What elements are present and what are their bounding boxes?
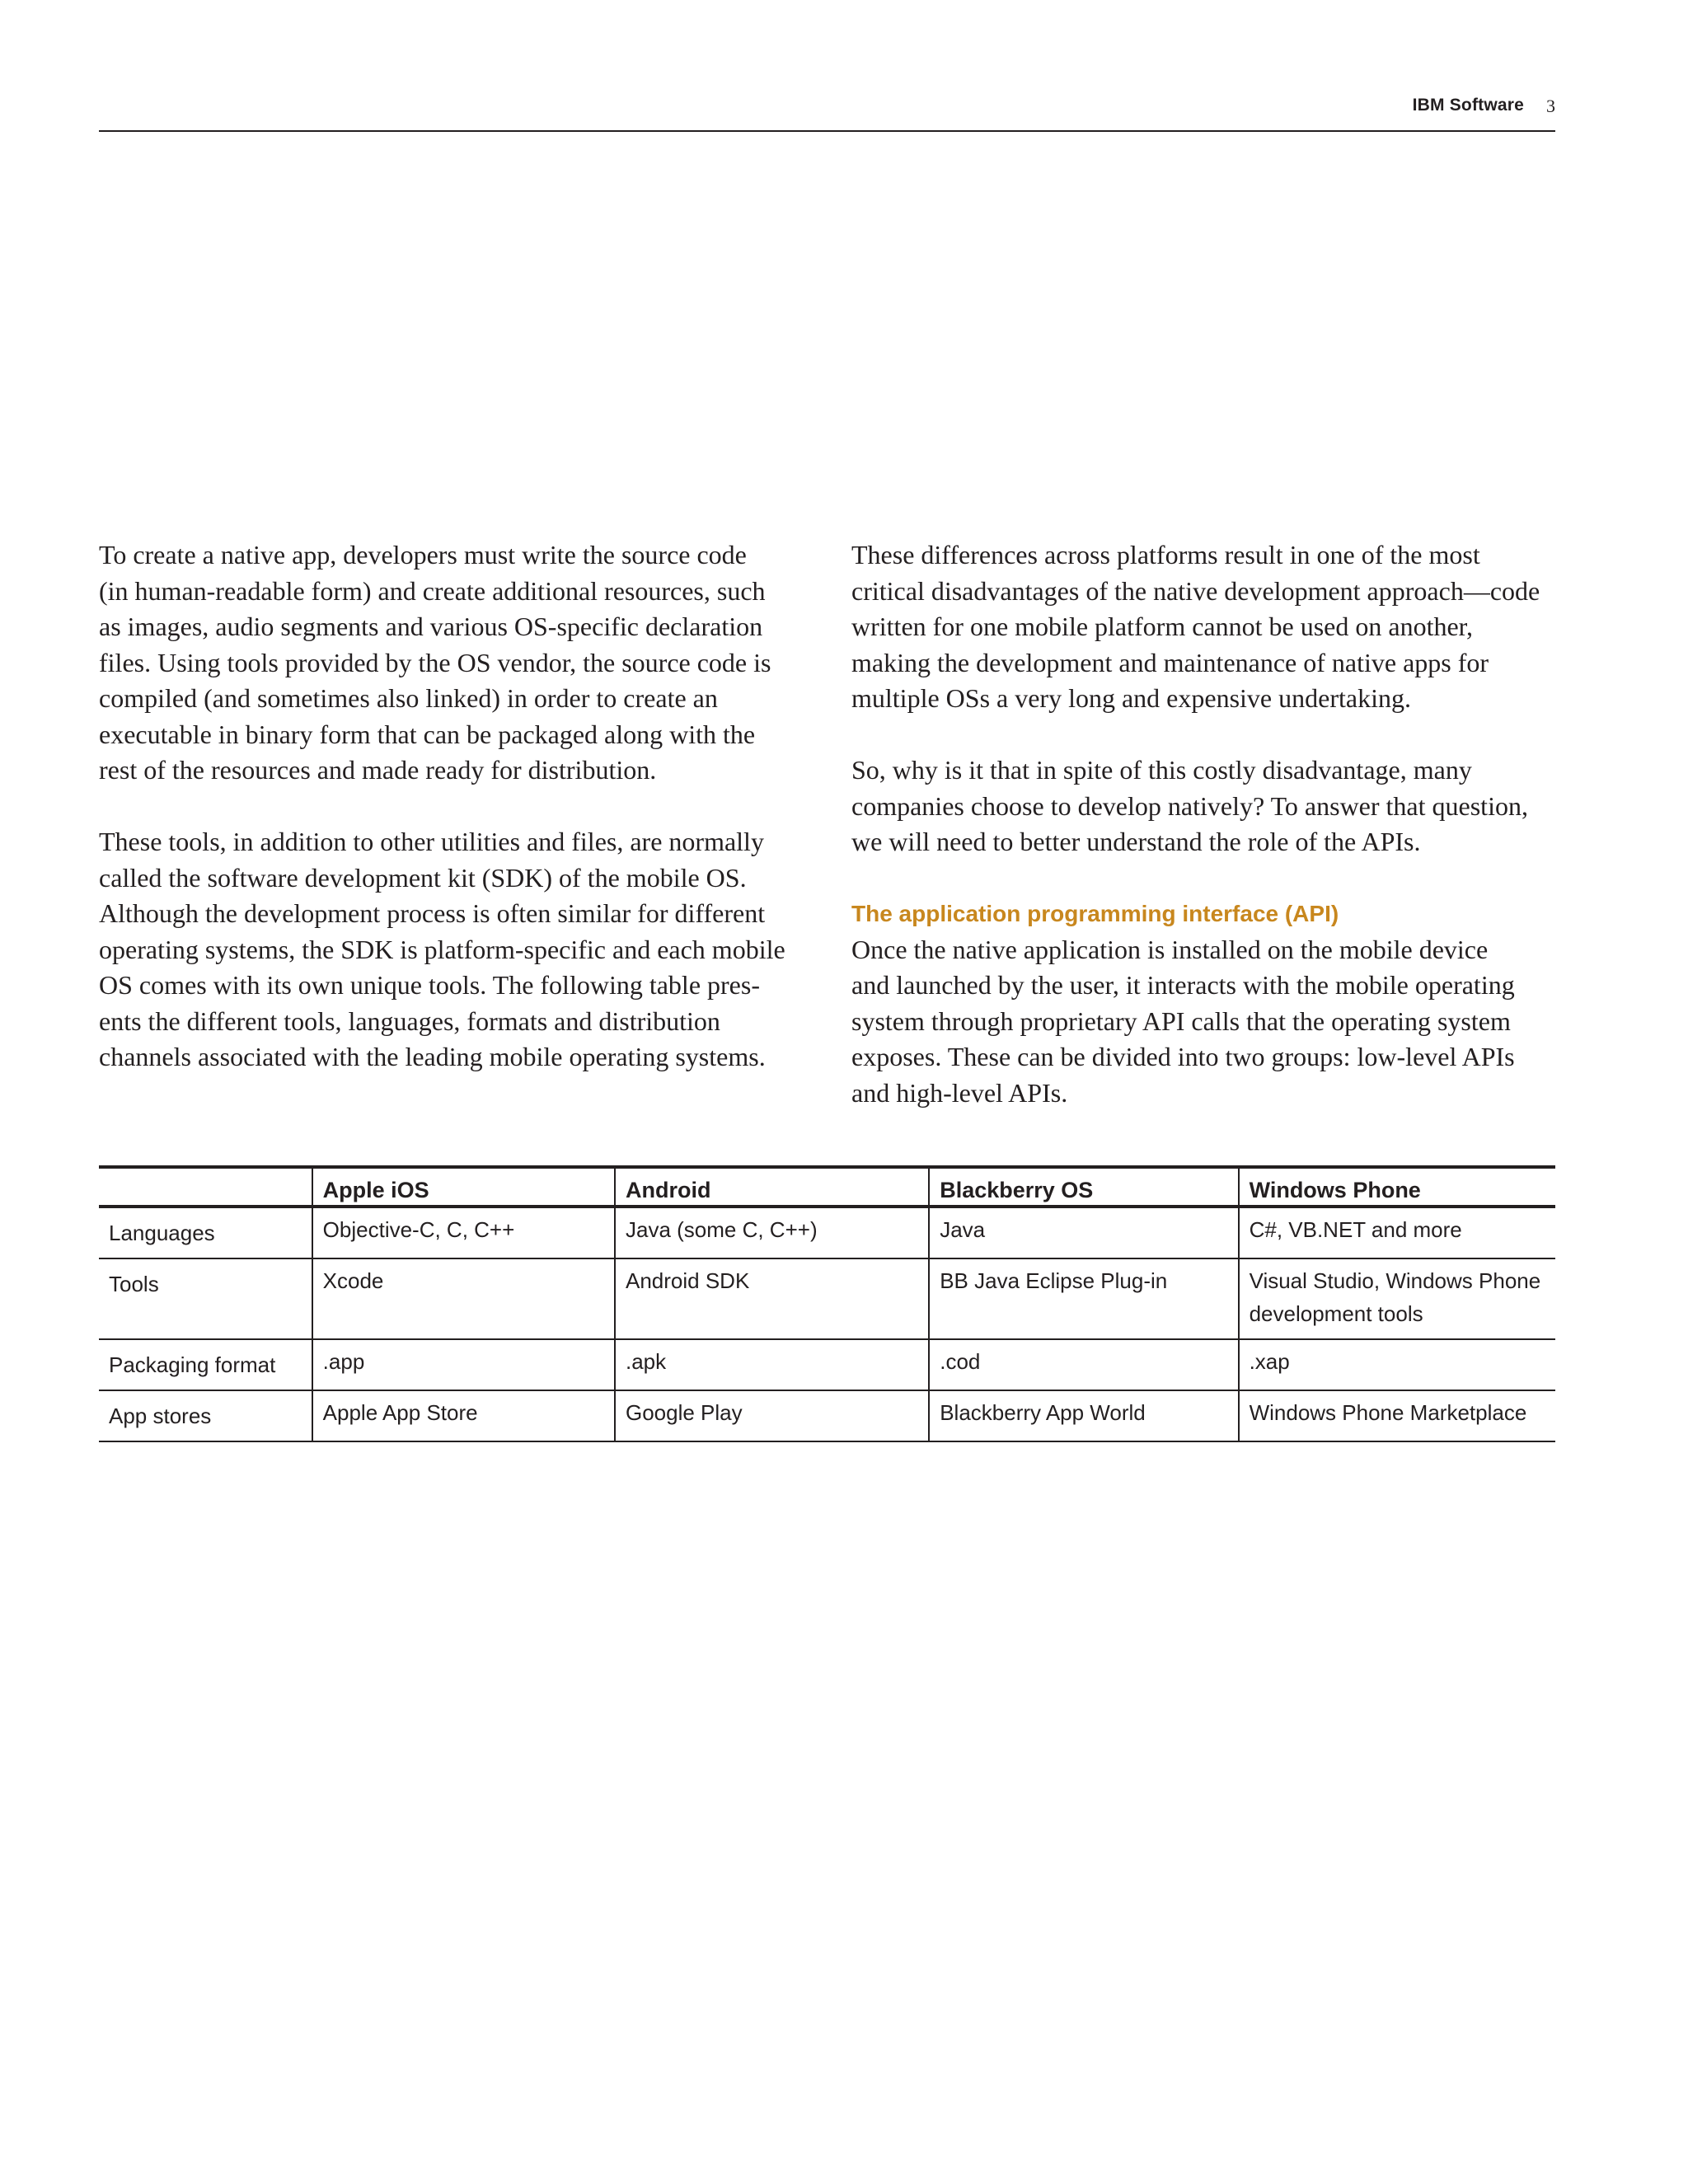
table-header-cell: Android: [615, 1167, 929, 1207]
table-cell: Apple App Store: [312, 1390, 615, 1441]
left-column: [99, 537, 824, 1111]
text-line: Once the native application is installed on the mobile device: [851, 934, 1489, 964]
table-cell: Android SDK: [615, 1258, 929, 1339]
text-line: operating systems, the SDK is platform-specific and each mobile: [99, 934, 785, 964]
page-number: 3: [1546, 96, 1555, 116]
table-cell: Google Play: [615, 1390, 929, 1441]
paragraph: [851, 932, 1577, 1112]
paragraph: [99, 824, 824, 1076]
table-row: [99, 1390, 1555, 1441]
row-label: Tools: [99, 1258, 312, 1339]
table-cell: Java: [929, 1207, 1238, 1258]
table-header-cell: Apple iOS: [312, 1167, 615, 1207]
paragraph: [851, 752, 1577, 860]
text-line: as images, audio segments and various OS-specific declaration: [99, 612, 763, 641]
text-line: written for one mobile platform cannot be used on another,: [851, 612, 1474, 641]
text-line: we will need to better understand the role of the APIs.: [851, 827, 1421, 856]
text-line: and high-level APIs.: [851, 1077, 1068, 1108]
table-cell: C#, VB.NET and more: [1239, 1207, 1555, 1258]
os-comparison-table: [99, 1165, 1555, 1442]
text-line: files. Using tools provided by the OS vendor, the source code is: [99, 647, 771, 677]
text-line: OS comes with its own unique tools. The following table pres-: [99, 970, 760, 1000]
text-line: critical disadvantages of the native development approach—code: [851, 575, 1540, 606]
text-line: rest of the resources and made ready for distribution.: [99, 755, 657, 785]
table-header-cell: Windows Phone: [1239, 1167, 1555, 1207]
page-header: [99, 89, 1555, 132]
table-cell: BB Java Eclipse Plug-in: [929, 1258, 1238, 1339]
text-line: and launched by the user, it interacts with the mobile operating: [851, 970, 1515, 1000]
table-cell: .cod: [929, 1339, 1238, 1390]
row-label: Languages: [99, 1207, 312, 1258]
table-cell: .xap: [1239, 1339, 1555, 1390]
paragraph: [851, 537, 1577, 717]
text-line: multiple OSs a very long and expensive undertaking.: [851, 683, 1411, 713]
text-line: executable in binary form that can be packaged along with the: [99, 719, 756, 749]
section-heading: The application programming interface (API): [851, 901, 1339, 926]
table-cell: Visual Studio, Windows Phone development tools: [1239, 1258, 1555, 1339]
table-cell: Xcode: [312, 1258, 615, 1339]
text-line: ents the different tools, languages, formats and distribution: [99, 1005, 720, 1036]
text-line: Although the development process is often similar for different: [99, 898, 766, 928]
table-cell: Blackberry App World: [929, 1390, 1238, 1441]
table-header-cell: [99, 1167, 312, 1207]
table-cell: Objective-C, C, C++: [312, 1207, 615, 1258]
header-brand: IBM Software: [1412, 96, 1524, 115]
text-line: These tools, in addition to other utilities and files, are normally: [99, 827, 764, 856]
table-header-row: [99, 1167, 1555, 1207]
row-label: App stores: [99, 1390, 312, 1441]
table-row: [99, 1339, 1555, 1390]
text-line: making the development and maintenance of native apps for: [851, 647, 1489, 677]
table-cell: Java (some C, C++): [615, 1207, 929, 1258]
paragraph: [99, 537, 824, 789]
text-line: So, why is it that in spite of this costly disadvantage, many: [851, 755, 1472, 785]
text-line: channels associated with the leading mobile operating systems.: [99, 1042, 766, 1071]
right-column: [851, 537, 1577, 1111]
table-cell: Windows Phone Marketplace: [1239, 1390, 1555, 1441]
text-line: companies choose to develop natively? To answer that question,: [851, 790, 1528, 821]
table-header-cell: Blackberry OS: [929, 1167, 1238, 1207]
table-cell: .app: [312, 1339, 615, 1390]
text-line: called the software development kit (SDK) of the mobile OS.: [99, 862, 747, 893]
text-line: system through proprietary API calls that the operating system: [851, 1005, 1511, 1036]
table-row: [99, 1207, 1555, 1258]
text-line: These differences across platforms result in one of the most: [851, 540, 1480, 569]
text-line: To create a native app, developers must write the source code: [99, 540, 747, 569]
text-line: compiled (and sometimes also linked) in order to create an: [99, 683, 718, 713]
table-cell: .apk: [615, 1339, 929, 1390]
row-label: Packaging format: [99, 1339, 312, 1390]
text-line: (in human-readable form) and create additional resources, such: [99, 575, 766, 606]
text-line: exposes. These can be divided into two groups: low-level APIs: [851, 1042, 1515, 1071]
table-row: [99, 1258, 1555, 1339]
